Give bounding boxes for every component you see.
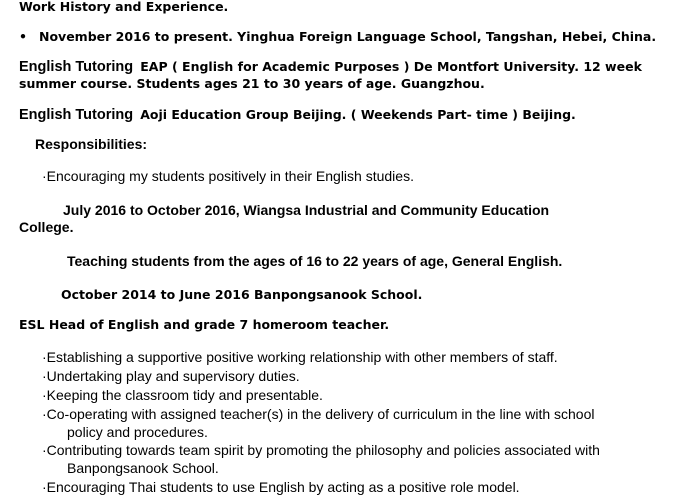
duty-item: ·Encouraging Thai students to use English by acting as a positive role model. <box>42 479 520 495</box>
tutoring-aoji-text: Aoji Education Group Beijing. ( Weekends Part- time ) Beijing. <box>140 107 576 122</box>
tutoring-label: English Tutoring <box>19 59 134 75</box>
wiangsa-line2: College. <box>19 219 74 235</box>
yinghua-entry <box>19 29 656 44</box>
duty-item-continuation: policy and procedures. <box>67 424 208 440</box>
bullet-icon: • <box>19 29 27 44</box>
duty-item: ·Co-operating with assigned teacher(s) in the delivery of curriculum in the line with school <box>42 406 595 422</box>
tutoring-eap-line1 <box>19 59 642 75</box>
banpong-dates-school: October 2014 to June 2016 Banpongsanook School. <box>61 287 423 302</box>
wiangsa-teaching: Teaching students from the ages of 16 to 22 years of age, General English. <box>67 253 563 269</box>
tutoring-label: English Tutoring <box>19 107 134 123</box>
yinghua-text: November 2016 to present. Yinghua Foreign Language School, Tangshan, Hebei, China. <box>39 29 657 44</box>
responsibility-item: ·Encouraging my students positively in their English studies. <box>42 168 414 184</box>
work-history-heading: Work History and Experience. <box>19 0 229 14</box>
duty-item: ·Establishing a supportive positive working relationship with other members of staff. <box>42 349 558 365</box>
banpong-role: ESL Head of English and grade 7 homeroom teacher. <box>19 317 390 332</box>
tutoring-eap-line2: summer course. Students ages 21 to 30 years of age. Guangzhou. <box>19 76 485 91</box>
duty-item: ·Keeping the classroom tidy and presentable. <box>42 387 323 403</box>
tutoring-aoji <box>19 107 576 123</box>
duty-item-continuation: Banpongsanook School. <box>67 460 219 476</box>
duty-item: ·Contributing towards team spirit by promoting the philosophy and policies associated with <box>42 442 600 458</box>
responsibilities-heading: Responsibilities: <box>35 136 148 152</box>
wiangsa-line1: July 2016 to October 2016, Wiangsa Industrial and Community Education <box>63 202 550 218</box>
duty-item: ·Undertaking play and supervisory duties. <box>42 368 300 384</box>
tutoring-eap-text: EAP ( English for Academic Purposes ) De Montfort University. 12 week <box>140 59 642 74</box>
